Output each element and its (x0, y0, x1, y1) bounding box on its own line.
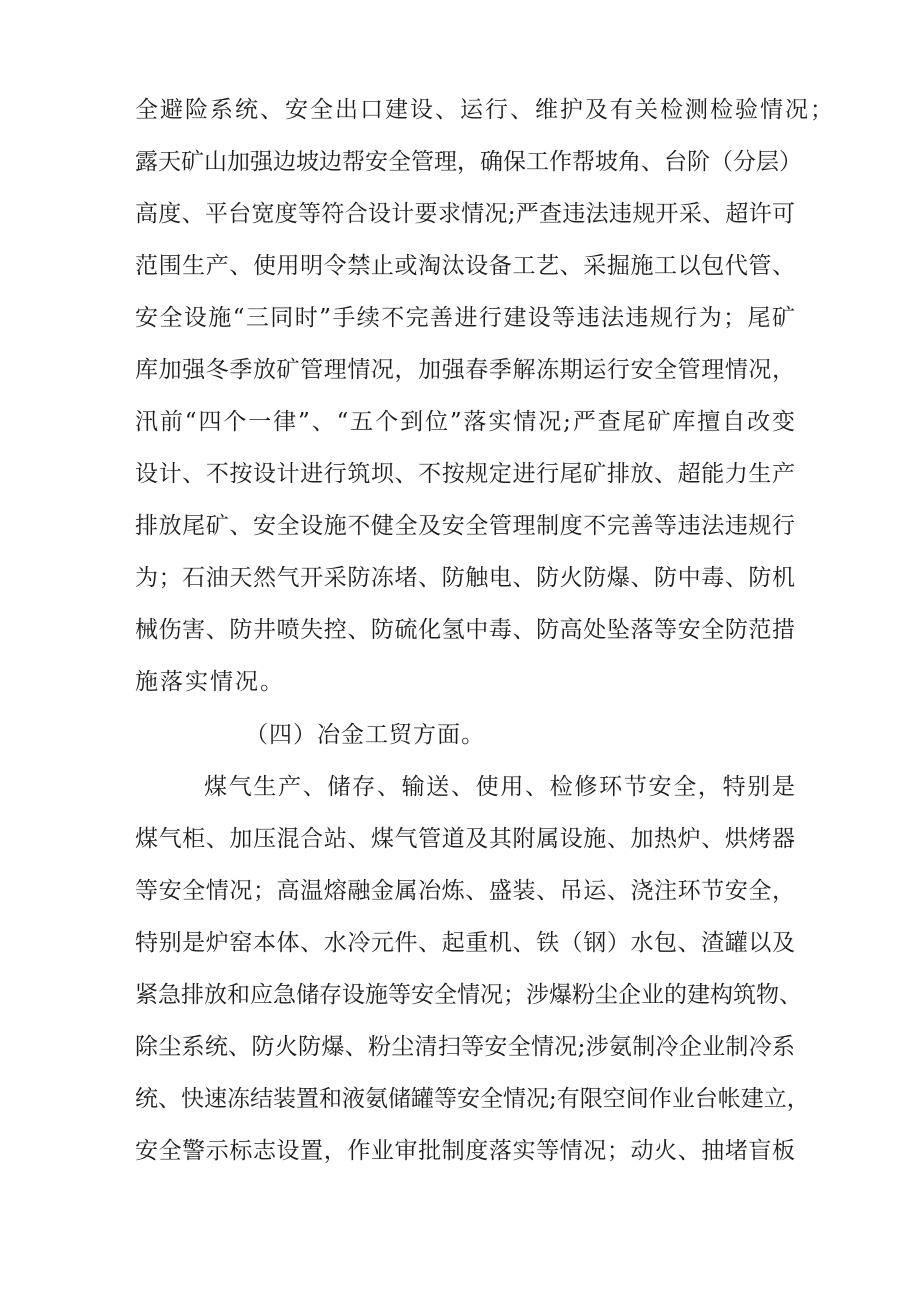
paragraph2-line-8: 安全警示标志设置，作业审批制度落实等情况；动火、抽堵盲板 (135, 1138, 795, 1164)
paragraph2-line-4: 特别是炉窑本体、水冷元件、起重机、铁（钢）水包、渣罐以及 (135, 930, 795, 956)
paragraph1-line-7: 汛前“四个一律”、“五个到位”落实情况;严查尾矿库擅自改变 (135, 409, 795, 435)
paragraph1-line-11: 械伤害、防井喷失控、防硫化氢中毒、防高处坠落等安全防范措 (135, 617, 795, 643)
paragraph1-line-2: 露天矿山加强边坡边帮安全管理，确保工作帮坡角、台阶（分层） (135, 149, 802, 175)
section-heading: （四）冶金工贸方面。 (245, 722, 485, 748)
paragraph1-line-5: 安全设施“三同时”手续不完善进行建设等违法违规行为；尾矿 (135, 305, 795, 331)
paragraph2-line-2: 煤气柜、加压混合站、煤气管道及其附属设施、加热炉、烘烤器 (135, 826, 795, 852)
paragraph1-line-1: 全避险系统、安全出口建设、运行、维护及有关检测检验情况； (135, 97, 835, 123)
paragraph1-line-8: 设计、不按设计进行筑坝、不按规定进行尾矿排放、超能力生产 (135, 461, 795, 487)
paragraph2-line-6: 除尘系统、防火防爆、粉尘清扫等安全情况;涉氨制冷企业制冷系 (135, 1034, 795, 1060)
paragraph1-line-6: 库加强冬季放矿管理情况，加强春季解冻期运行安全管理情况， (135, 357, 795, 383)
paragraph2-line-5: 紧急排放和应急储存设施等安全情况；涉爆粉尘企业的建构筑物、 (135, 982, 802, 1008)
paragraph1-line-9: 排放尾矿、安全设施不健全及安全管理制度不完善等违法违规行 (135, 513, 795, 539)
paragraph2-line-7: 统、快速冻结装置和液氨储罐等安全情况;有限空间作业台帐建立， (135, 1086, 810, 1112)
paragraph1-line-3: 高度、平台宽度等符合设计要求情况;严查违法违规开采、超许可 (135, 201, 795, 227)
paragraph1-line-10: 为；石油天然气开采防冻堵、防触电、防火防爆、防中毒、防机 (135, 565, 795, 591)
paragraph2-line-3: 等安全情况；高温熔融金属冶炼、盛装、吊运、浇注环节安全， (135, 878, 795, 904)
paragraph1-line-4: 范围生产、使用明令禁止或淘汰设备工艺、采掘施工以包代管、 (135, 253, 795, 279)
paragraph2-line-1: 煤气生产、储存、输送、使用、检修环节安全，特别是 (204, 774, 795, 800)
paragraph1-line-12: 施落实情况。 (135, 669, 285, 695)
